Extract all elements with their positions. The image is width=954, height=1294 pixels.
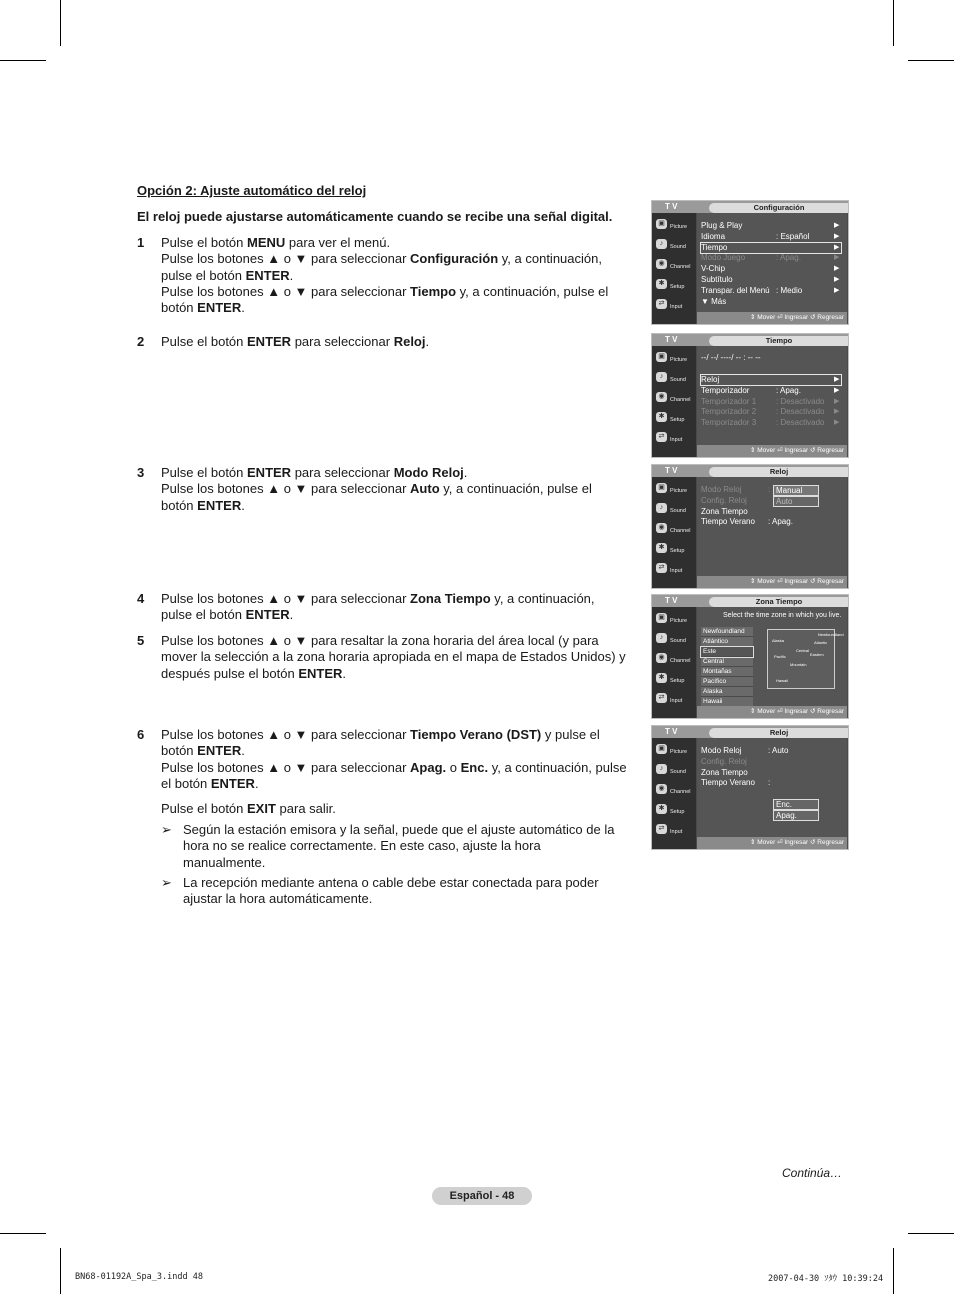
- crop-mark: [908, 1233, 954, 1234]
- osd-menu-item: [701, 297, 726, 307]
- osd-zone-item: Montañas: [701, 667, 753, 677]
- page-number-badge: Español - 48: [432, 1187, 532, 1205]
- step-number: 1: [137, 235, 145, 250]
- osd-menu-item: [701, 275, 840, 285]
- osd-menu-item: [701, 496, 747, 506]
- osd-panel: [697, 607, 847, 706]
- osd-item-value: : Apag.: [768, 517, 793, 527]
- sound-icon: ♪: [656, 503, 667, 513]
- osd-option: Apag.: [773, 810, 819, 821]
- crop-mark: [0, 60, 46, 61]
- osd-item-label: Temporizador 1: [701, 396, 757, 406]
- step-number: 2: [137, 334, 145, 349]
- osd-sidebar-item: [652, 821, 696, 841]
- step-line: Pulse los botones ▲ o ▼ para seleccionar Apag. o Enc. y, a continuación, pulse el botón ENTER.: [161, 759, 627, 791]
- footer-file: BN68-01192A_Spa_3.indd 48: [75, 1272, 203, 1282]
- osd-menu-item: [701, 517, 793, 527]
- osd-sidebar-item: [652, 276, 696, 296]
- map-label: Hawaii: [776, 678, 789, 683]
- map-label: Atlantic: [814, 640, 828, 645]
- osd-zone-item: Central: [701, 657, 753, 667]
- osd-title: Zona Tiempo: [709, 597, 849, 607]
- osd-zone-item: Pacífico: [701, 677, 753, 687]
- osd-item-label: Tiempo Verano: [701, 517, 755, 527]
- picture-icon: ▣: [656, 352, 667, 362]
- osd-sidebar: [652, 346, 696, 457]
- osd-sidebar-item: [652, 540, 696, 560]
- arrow-right-icon: ▶: [834, 265, 840, 273]
- osd-panel: [697, 738, 847, 837]
- step-line: Pulse los botones ▲ o ▼ para seleccionar Tiempo Verano (DST) y pulse el botón ENTER.: [161, 727, 600, 759]
- osd-item-label: Config. Reloj: [701, 495, 747, 505]
- osd-tv-label: T V: [665, 335, 678, 344]
- osd-item-label: V-Chip: [701, 264, 726, 274]
- osd-item-label: Tiempo Verano: [701, 778, 755, 788]
- osd-item-label: Modo Reloj: [701, 746, 742, 755]
- setup-icon: ✱: [656, 673, 667, 683]
- osd-sidebar-label: Input: [670, 698, 683, 704]
- osd-sidebar-item: [652, 256, 696, 276]
- osd-item-label: Temporizador 3: [701, 418, 757, 428]
- osd-menu-item: [701, 375, 841, 385]
- channel-icon: ◉: [656, 259, 667, 269]
- osd-sidebar-label: Input: [670, 568, 683, 574]
- osd-zone-item: Alaska: [701, 687, 753, 697]
- us-map: [767, 629, 844, 689]
- osd-sidebar-label: Sound: [670, 769, 686, 775]
- setup-icon: ✱: [656, 543, 667, 553]
- osd-menu-item: [701, 507, 748, 517]
- osd-item-label: Tiempo: [701, 242, 728, 252]
- map-label: Central: [796, 648, 809, 653]
- crop-mark: [0, 1233, 46, 1234]
- step-line: Pulse los botones ▲ o ▼ para seleccionar Configuración y, a continuación, pulse el botón ENTER.: [161, 251, 602, 283]
- osd-item-label: Transpar. del Menú: [701, 285, 770, 295]
- section-heading: Opción 2: Ajuste automático del reloj: [137, 183, 367, 198]
- osd-menu-item: [701, 396, 840, 407]
- osd-item-label: Plug & Play: [701, 221, 743, 230]
- osd-sidebar-label: Input: [670, 437, 683, 443]
- osd-menu-item: [701, 285, 840, 296]
- osd-item-label: Config. Reloj: [701, 756, 747, 766]
- osd-menu-item: [701, 264, 840, 274]
- osd-title: Tiempo: [709, 336, 849, 346]
- step-number: 4: [137, 591, 145, 606]
- osd-item-value: : Desactivado: [776, 396, 825, 406]
- osd-sidebar-item: [652, 236, 696, 256]
- arrow-right-icon: ▶: [834, 376, 840, 383]
- osd-item-value: : Apag.: [776, 253, 801, 263]
- picture-icon: ▣: [656, 483, 667, 493]
- osd-bottom-bar: ⇕ Mover ⏎ Ingresar ↺ Regresar: [697, 706, 847, 718]
- sound-icon: ♪: [656, 764, 667, 774]
- osd-title: Reloj: [709, 467, 849, 477]
- osd-menu-item: [701, 253, 840, 263]
- channel-icon: ◉: [656, 392, 667, 402]
- input-icon: ⇄: [656, 432, 667, 442]
- step-line: Pulse el botón ENTER para seleccionar Reloj.: [161, 334, 430, 349]
- osd-item-label: Idioma: [701, 231, 726, 241]
- osd-panel: [697, 213, 847, 312]
- osd-sidebar-item: [652, 369, 696, 389]
- osd-tv-label: T V: [665, 727, 678, 736]
- step-number: 6: [137, 727, 145, 742]
- osd-sidebar-label: Setup: [670, 284, 685, 290]
- osd-sidebar-item: [652, 801, 696, 821]
- osd-sidebar-item: [652, 610, 696, 630]
- osd-bottom-bar: ⇕ Mover ⏎ Ingresar ↺ Regresar: [697, 445, 847, 457]
- crop-mark: [60, 0, 61, 46]
- osd-title: Reloj: [709, 728, 849, 738]
- osd-sidebar-label: Input: [670, 829, 683, 835]
- osd-reloj-modo: [651, 464, 849, 589]
- step-2: [137, 334, 627, 350]
- osd-title: Configuración: [709, 203, 849, 213]
- osd-item-value: : Español: [776, 231, 810, 241]
- step-line: Pulse los botones ▲ o ▼ para seleccionar Zona Tiempo y, a continuación, pulse el botón ENTER.: [161, 591, 595, 623]
- osd-sidebar-item: [652, 349, 696, 369]
- picture-icon: ▣: [656, 219, 667, 229]
- osd-zona-tiempo: [651, 594, 849, 719]
- osd-item-label: Temporizador: [701, 385, 750, 395]
- osd-sidebar-label: Channel: [670, 789, 691, 795]
- arrow-right-icon: ▶: [834, 408, 840, 416]
- crop-mark: [908, 60, 954, 61]
- osd-sidebar-item: [652, 520, 696, 540]
- note-arrow-icon: ➢: [161, 875, 172, 890]
- osd-sidebar-label: Sound: [670, 244, 686, 250]
- step-line: Pulse los botones ▲ o ▼ para seleccionar Tiempo y, a continuación, pulse el botón ENTER.: [161, 283, 609, 316]
- arrow-right-icon: ▶: [834, 232, 840, 240]
- osd-bottom-bar: ⇕ Mover ⏎ Ingresar ↺ Regresar: [697, 312, 847, 324]
- osd-sidebar: [652, 213, 696, 324]
- step-line: Pulse los botones ▲ o ▼ para seleccionar Auto y, a continuación, pulse el botón ENTER.: [161, 481, 592, 513]
- osd-item-value: : Desactivado: [776, 418, 825, 428]
- osd-sidebar-item: [652, 429, 696, 449]
- osd-sidebar-label: Channel: [670, 528, 691, 534]
- osd-item-label: ▼ Más: [701, 296, 727, 306]
- setup-icon: ✱: [656, 279, 667, 289]
- osd-menu-item: [701, 385, 840, 396]
- crop-mark: [893, 0, 894, 46]
- osd-sidebar-item: [652, 630, 696, 650]
- osd-sidebar-label: Picture: [670, 224, 688, 230]
- note-arrow-icon: ➢: [161, 822, 172, 837]
- input-icon: ⇄: [656, 299, 667, 309]
- input-icon: ⇄: [656, 693, 667, 703]
- arrow-right-icon: ▶: [834, 286, 840, 294]
- step-line: Pulse el botón ENTER para seleccionar Modo Reloj.: [161, 465, 468, 480]
- osd-zone-list: [701, 627, 753, 707]
- osd-sidebar-label: Channel: [670, 264, 691, 270]
- step-number: 3: [137, 465, 145, 480]
- arrow-right-icon: ▶: [834, 397, 840, 405]
- osd-sidebar-label: Input: [670, 304, 683, 310]
- note-1: [161, 822, 621, 871]
- osd-sidebar: [652, 738, 696, 849]
- arrow-right-icon: ▶: [834, 276, 840, 283]
- osd-tv-label: T V: [665, 596, 678, 605]
- arrow-right-icon: ▶: [834, 386, 840, 394]
- osd-sidebar-item: [652, 560, 696, 580]
- input-icon: ⇄: [656, 824, 667, 834]
- osd-sidebar-label: Picture: [670, 749, 688, 755]
- map-label: Eastern: [810, 652, 824, 657]
- exit-instruction: Pulse el botón EXIT para salir.: [161, 801, 336, 816]
- osd-bottom-bar: ⇕ Mover ⏎ Ingresar ↺ Regresar: [697, 576, 847, 588]
- osd-sidebar-item: [652, 650, 696, 670]
- osd-tv-label: T V: [665, 202, 678, 211]
- osd-sidebar-label: Sound: [670, 377, 686, 383]
- osd-item-label: Modo Reloj: [701, 485, 742, 494]
- step-3: [137, 465, 627, 514]
- osd-menu-item: [701, 485, 771, 495]
- osd-sidebar-item: [652, 781, 696, 801]
- osd-configuracion: [651, 200, 849, 325]
- osd-sidebar-item: [652, 216, 696, 236]
- osd-item-label: Zona Tiempo: [701, 767, 748, 777]
- osd-sidebar-label: Setup: [670, 809, 685, 815]
- osd-item-value: : Desactivado: [776, 407, 825, 417]
- osd-sidebar-item: [652, 670, 696, 690]
- step-1: [137, 235, 627, 316]
- osd-sidebar-item: [652, 296, 696, 316]
- osd-item-label: Subtítulo: [701, 275, 733, 284]
- osd-prompt: Select the time zone in which you live.: [723, 612, 842, 619]
- osd-tiempo: [651, 333, 849, 458]
- osd-menu-item: [701, 243, 841, 253]
- channel-icon: ◉: [656, 784, 667, 794]
- arrow-right-icon: ▶: [834, 254, 840, 262]
- osd-item-label: Zona Tiempo: [701, 506, 748, 516]
- step-4: [137, 591, 627, 624]
- map-label: Mountain: [790, 662, 807, 667]
- osd-menu-item: [701, 768, 748, 778]
- osd-sidebar-label: Picture: [670, 618, 688, 624]
- sound-icon: ♪: [656, 239, 667, 249]
- osd-sidebar-label: Sound: [670, 508, 686, 514]
- osd-sidebar-item: [652, 409, 696, 429]
- crop-mark: [60, 1248, 61, 1294]
- picture-icon: ▣: [656, 613, 667, 623]
- osd-reloj-verano: [651, 725, 849, 850]
- picture-icon: ▣: [656, 744, 667, 754]
- osd-sidebar-item: [652, 761, 696, 781]
- step-6: [137, 727, 627, 792]
- map-label: Pacific: [774, 654, 786, 659]
- note-text: Según la estación emisora y la señal, puede que el ajuste automático de la hora no se realice correctamente. En este caso, ajuste la hora manualmente.: [183, 822, 615, 870]
- step-number: 5: [137, 633, 145, 648]
- note-2: [161, 875, 621, 908]
- osd-sidebar-label: Setup: [670, 417, 685, 423]
- osd-zone-item: Newfoundland: [701, 627, 753, 637]
- arrow-right-icon: ▶: [834, 419, 840, 427]
- osd-item-value: :: [768, 485, 771, 494]
- step-5: [137, 633, 627, 682]
- osd-panel: [697, 346, 847, 445]
- footer-date: 2007-04-30 ｿﾀｳ 10:39:24: [768, 1274, 884, 1284]
- channel-icon: ◉: [656, 653, 667, 663]
- osd-clock: --/ --/ ----/ -- : -- --: [701, 353, 761, 362]
- setup-icon: ✱: [656, 804, 667, 814]
- osd-zone-item: Atlántico: [701, 637, 753, 647]
- continues-label: Continúa…: [782, 1166, 843, 1180]
- crop-mark: [893, 1248, 894, 1294]
- channel-icon: ◉: [656, 523, 667, 533]
- section-subheading: El reloj puede ajustarse automáticamente cuando se recibe una señal digital.: [137, 209, 613, 224]
- osd-item-value: : Medio: [776, 285, 803, 295]
- osd-sidebar-label: Channel: [670, 397, 691, 403]
- osd-option: Auto: [773, 496, 819, 507]
- osd-item-value: : Auto: [768, 746, 789, 755]
- input-icon: ⇄: [656, 563, 667, 573]
- setup-icon: ✱: [656, 412, 667, 422]
- osd-sidebar: [652, 607, 696, 718]
- osd-menu-item: [701, 778, 771, 788]
- osd-bottom-bar: ⇕ Mover ⏎ Ingresar ↺ Regresar: [697, 837, 847, 849]
- osd-sidebar-label: Picture: [670, 357, 688, 363]
- step-line: Pulse los botones ▲ o ▼ para resaltar la zona horaria del área local (y para mover la selección a la zona horaria apropiada en el mapa de Estados Unidos) y después pulse el botón ENTER.: [161, 633, 626, 681]
- osd-sidebar-label: Setup: [670, 678, 685, 684]
- osd-menu-item: [701, 746, 789, 756]
- arrow-right-icon: ▶: [834, 243, 840, 251]
- osd-item-label: Temporizador 2: [701, 407, 757, 417]
- map-label: Alaska: [772, 638, 785, 643]
- osd-menu-item: [701, 407, 840, 417]
- osd-zone-item: Este: [701, 647, 753, 657]
- osd-item-label: Modo Juego: [701, 253, 746, 263]
- osd-sidebar-label: Picture: [670, 488, 688, 494]
- osd-menu-item: [701, 231, 840, 242]
- osd-option: Enc.: [773, 799, 819, 810]
- osd-sidebar-item: [652, 389, 696, 409]
- osd-tv-label: T V: [665, 466, 678, 475]
- osd-menu-item: [701, 418, 840, 428]
- osd-sidebar-item: [652, 480, 696, 500]
- map-label: Newfoundland: [818, 632, 844, 637]
- osd-sidebar-label: Channel: [670, 658, 691, 664]
- arrow-right-icon: ▶: [834, 222, 840, 229]
- osd-zone-item: Hawaii: [701, 697, 753, 707]
- osd-menu-item: [701, 221, 840, 231]
- osd-item-value: :: [768, 778, 771, 788]
- osd-item-value: : Apag.: [776, 385, 801, 395]
- note-text: La recepción mediante antena o cable debe estar conectada para poder ajustar la hora automáticamente.: [183, 875, 599, 907]
- osd-menu-item: [701, 757, 747, 767]
- osd-sidebar-label: Setup: [670, 548, 685, 554]
- sound-icon: ♪: [656, 372, 667, 382]
- osd-sidebar: [652, 477, 696, 588]
- step-line: Pulse el botón MENU para ver el menú.: [161, 235, 391, 250]
- osd-item-label: Reloj: [701, 375, 720, 384]
- osd-sidebar-item: [652, 500, 696, 520]
- osd-option: Manual: [773, 485, 819, 496]
- osd-sidebar-item: [652, 741, 696, 761]
- osd-sidebar-item: [652, 690, 696, 710]
- osd-sidebar-label: Sound: [670, 638, 686, 644]
- osd-panel: [697, 477, 847, 576]
- sound-icon: ♪: [656, 633, 667, 643]
